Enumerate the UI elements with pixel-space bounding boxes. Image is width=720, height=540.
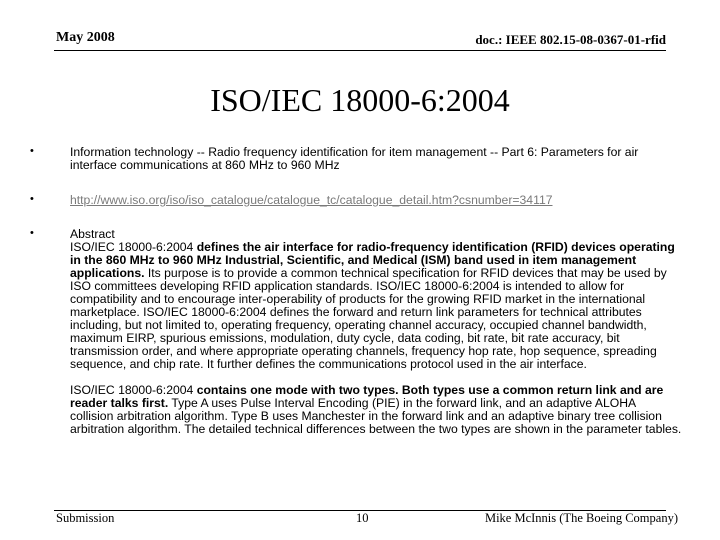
header-doc-ref: doc.: IEEE 802.15-08-0367-01-rfid <box>475 32 666 47</box>
bullet-marker: • <box>30 227 34 239</box>
bullet-marker: • <box>30 193 34 205</box>
abstract-paragraph-2: ISO/IEC 18000-6:2004 contains one mode with two types. Both types use a common return link and are reader talks first. Type A uses Pulse Interval Encoding (PIE) in the forward link, and an adaptive ALOHA collision arbitration algorithm. Type B uses Manchester in the forward link and an adaptive binary tree collision arbitration algorithm. The detailed technical differences between the two types are shown in the parameter tables. <box>70 383 682 436</box>
bullet-marker: • <box>30 145 34 157</box>
footer-author: Mike McInnis (The Boeing Company) <box>484 511 678 525</box>
bullet-item-title: Information technology -- Radio frequency identification for item management -- Part 6: Parameters for air interface communications at 860 MHz to 960 MHz <box>70 145 639 172</box>
footer-page-number: 10 <box>356 511 369 525</box>
abstract-label: Abstract <box>70 227 115 241</box>
abstract-paragraph-1: ISO/IEC 18000-6:2004 defines the air interface for radio-frequency identification (RFID) devices operating in the 860 MHz to 960 MHz Industrial, Scientific, and Medical (ISM) band used in item management applications. Its purpose is to provide a common technical specification for RFID devices that may be used by ISO committees developing RFID application standards. ISO/IEC 18000-6:2004 is intended to allow for compatibility and to encourage inter-operability of products for the growing RFID market in the international marketplace. ISO/IEC 18000-6:2004 defines the forward and return link parameters for technical attributes including, but not limited to, operating frequency, operating channel accuracy, occupied channel bandwidth, maximum EIRP, spurious emissions, modulation, duty cycle, data coding, bit rate, bit rate accuracy, bit transmission order, and where appropriate operating channels, frequency hop rate, hop sequence, spreading sequence, and chip rate. It further defines the communications protocol used in the air interface. <box>70 240 675 371</box>
header-date: May 2008 <box>56 30 115 45</box>
bullet-item-link <box>70 194 682 207</box>
bullet-item-abstract <box>70 228 682 436</box>
footer-submission: Submission <box>56 511 115 525</box>
header-divider <box>54 50 666 51</box>
slide-title: ISO/IEC 18000-6:2004 <box>210 82 510 118</box>
iso-catalogue-link[interactable]: http://www.iso.org/iso/iso_catalogue/catalogue_tc/catalogue_detail.htm?csnumber=34117 <box>70 193 553 207</box>
